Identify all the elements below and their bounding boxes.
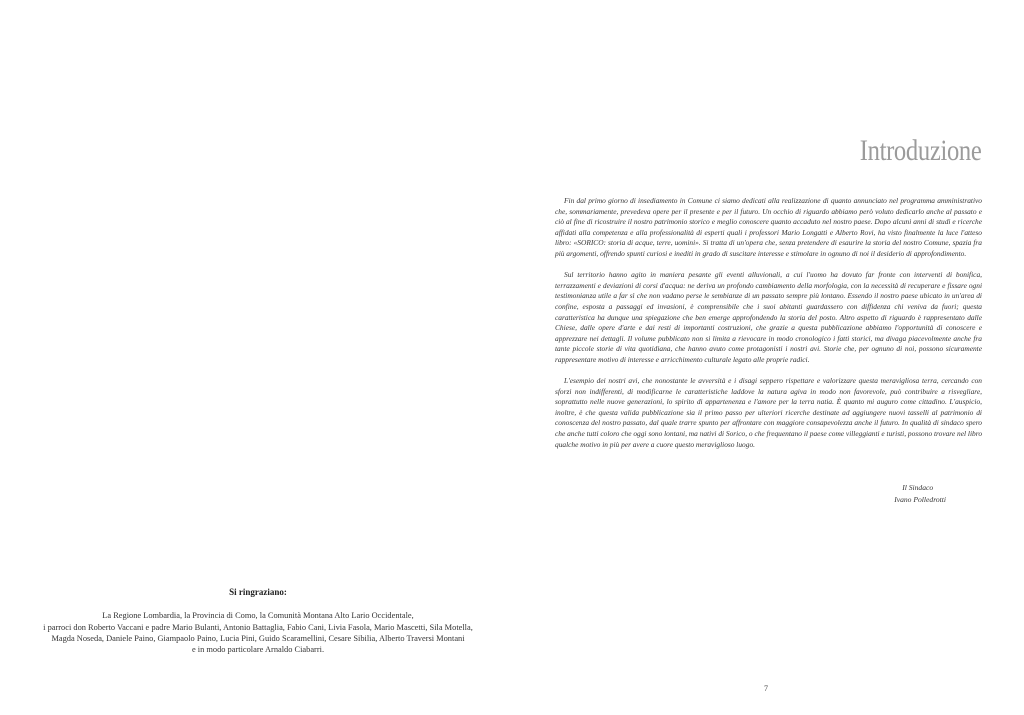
page-title: Introduzione xyxy=(859,134,981,167)
acknowledgements-body xyxy=(40,610,476,655)
acknowledgements-line: La Regione Lombardia, la Provincia di Como, la Comunità Montana Alto Lario Occidentale, xyxy=(102,611,414,621)
signature xyxy=(894,482,946,507)
acknowledgements-line: i parroci don Roberto Vaccani e padre Mario Bulanti, Antonio Battaglia, Fabio Cani, Livia Fasola, Mario Mascetti, Sila Motella, xyxy=(43,622,473,632)
paragraph: Sul territorio hanno agito in maniera pesante gli eventi alluvionali, a cui l'uomo ha dovuto far fronte con interventi di bonifica, terrazzamenti e deviazioni di corsi d'acqua: ne deriva un profondo cambiamento della morfologia, con la necessità di recuperare e fissare ogni testimonianza utile a far sì che non vadano perse le sembianze di un passato sempre più lontano. Essendo il nostro paese ubicato in un'area di confine, esposta a passaggi ed invasioni, è comprensibile che i suoi abitanti guardassero con diffidenza chi veniva da fuori; questa caratteristica ha dunque una spiegazione che ben emerge approfondendo la storia del posto. Altro aspetto di riguardo è rappresentato dalle Chiese, dalle opere d'arte e dai resti di importanti costruzioni, che grazie a questa pubblicazione abbiamo l'opportunità di conoscere e apprezzare nei dettagli. Il volume pubblicato non si limita a rievocare in modo cronologico i fatti storici, ma divaga piacevolmente anche fra tante piccole storie di vita quotidiana, che hanno avuto come protagonisti i nostri avi. Storie che, per ognuno di noi, possono sicuramente rappresentare motivo di interesse e arricchimento culturale legato alle proprie radici. xyxy=(555,270,982,364)
acknowledgements-title: Si ringraziano: xyxy=(229,587,287,597)
signature-role: Il Sindaco xyxy=(902,483,934,492)
acknowledgements-line: e in modo particolare Arnaldo Ciabarri. xyxy=(191,645,325,655)
paragraph: Fin dal primo giorno di insediamento in Comune ci siamo dedicati alla realizzazione di quanto annunciato nel programma amministrativo che, sommariamente, prevedeva opere per il presente e per il futuro. Un occhio di riguardo abbiamo però voluto dedicarlo anche al passato e ciò al fine di ricostruire il nostro patrimonio storico e meglio conoscere quanto accaduto nel nostro paese. Dopo alcuni anni di studi e ricerche affidati alla competenza e alla professionalità di esperti quali i professori Mario Longatti e Alberto Rovi, ha visto finalmente la luce l'atteso libro: «SORICO: storia di acque, terre, uomini». Si tratta di un'opera che, senza pretendere di esaurire la storia del nostro Comune, spazia fra più argomenti, offrendo spunti curiosi e inediti in grado di suscitare interesse e stimolare in ognuno di noi il desiderio di approfondimento. xyxy=(555,196,982,258)
introduction-text xyxy=(555,196,982,461)
page-number: 7 xyxy=(764,684,768,693)
acknowledgements xyxy=(40,587,476,655)
acknowledgements-line: Magda Noseda, Daniele Paino, Giampaolo Paino, Lucia Pini, Guido Scaramellini, Cesare Sibilia, Alberto Traversi Montani xyxy=(51,633,465,643)
signature-name: Ivano Polledrotti xyxy=(894,495,946,505)
paragraph: L'esempio dei nostri avi, che nonostante le avversità e i disagi seppero rispettare e valorizzare questa meravigliosa terra, cercando con sforzi non indifferenti, di modificarne le caratteristiche laddove la natura agiva in modo non favorevole, può contribuire a risvegliare, soprattutto nelle nuove generazioni, lo spirito di appartenenza e l'amore per la terra natia. È quanto mi auguro come cittadino. L'auspicio, inoltre, è che questa valida pubblicazione sia il primo passo per ulteriori ricerche destinate ad aggiungere nuovi tasselli al patrimonio di conoscenza del nostro passato, dal quale trarre spunto per affrontare con maggiore consapevolezza anche il futuro. In qualità di sindaco spero che anche tutti coloro che oggi sono lontani, ma nativi di Sorico, o che frequentano il paese come villeggianti e turisti, possono trovare nel libro qualche motivo in più per avere a cuore questo meraviglioso luogo. xyxy=(555,376,983,449)
